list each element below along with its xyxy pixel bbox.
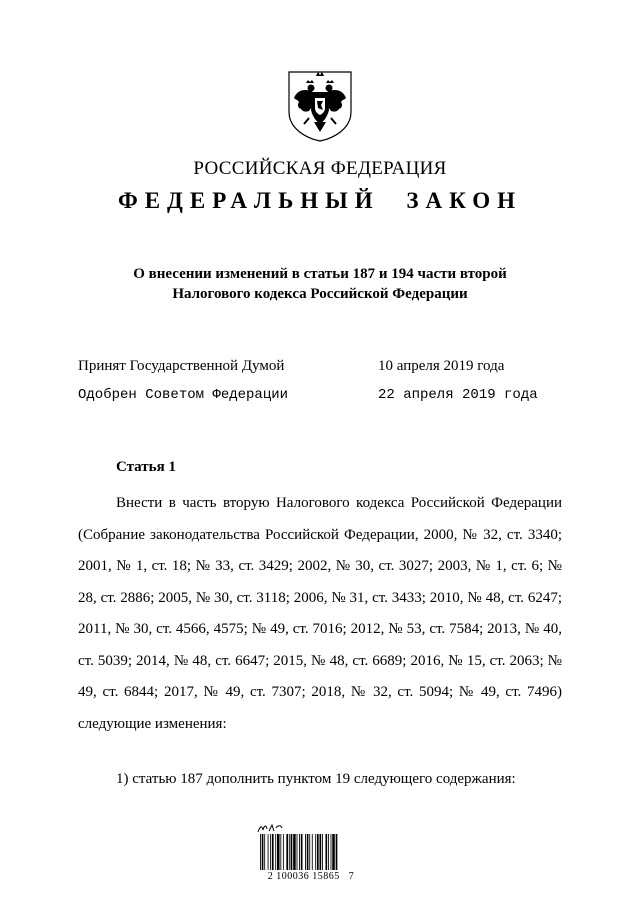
barcode-bar <box>307 834 309 870</box>
barcode-bar <box>328 834 329 870</box>
barcode-bar <box>325 834 327 870</box>
barcode-bar <box>332 834 335 870</box>
coat-of-arms-icon <box>287 70 353 142</box>
approved-date: 22 апреля 2019 года <box>378 387 538 403</box>
barcode-bar <box>270 834 271 870</box>
barcode-bar <box>262 834 264 870</box>
article-body <box>78 488 562 740</box>
article-paragraph: Внести в часть вторую Налогового кодекса Российской Федерации (Собрание законодательства Российской Федерации, 2000, № 32, ст. 3340; 2001, № 1, ст. 18; № 33, ст. 3429; 2002, № 30, ст. 3027; 2003, № 1, ст. 6; № 28, ст. 2886; 2005, № 30, ст. 3118; 2006, № 31, ст. 3433; 2010, № 48, ст. 6247; 2011, № 30, ст. 4566, 4575; № 49, ст. 7016; 2012, № 53, ст. 7584; 2013, № 40, ст. 5039; 2014, № 48, ст. 6647; 2015, № 48, ст. 6689; 2016, № 15, ст. 2063; № 49, ст. 6844; 2017, № 49, ст. 7307; 2018, № 32, ст. 5094; № 49, ст. 7496) следующие изменения: <box>78 495 562 732</box>
barcode-bar <box>289 834 290 870</box>
barcode-number: 2 100036 15865 7 <box>267 871 355 882</box>
barcode-bar <box>264 834 265 870</box>
barcode-bar <box>299 834 300 870</box>
barcode-bar <box>331 834 332 870</box>
barcode-bar <box>301 834 303 870</box>
barcode-bar <box>275 834 276 870</box>
document-type: ФЕДЕРАЛЬНЫЙ ЗАКОН <box>117 188 523 213</box>
barcode-bar <box>277 834 280 870</box>
barcode-bar <box>272 834 274 870</box>
barcode-bar <box>317 834 319 870</box>
barcode-bar <box>286 834 288 870</box>
barcode-bar <box>305 834 306 870</box>
barcode-bar <box>297 834 298 870</box>
barcode-bar <box>293 834 296 870</box>
barcode-bar <box>312 834 313 870</box>
adopted-date: 10 апреля 2019 года <box>378 358 505 374</box>
barcode-bar <box>268 834 269 870</box>
barcode <box>256 822 366 882</box>
amendment-item-1: 1) статью 187 дополнить пунктом 19 следующего содержания: <box>116 771 516 787</box>
barcode-bar <box>291 834 293 870</box>
barcode-bar <box>280 834 281 870</box>
handwritten-mark-icon <box>256 822 286 834</box>
law-title <box>90 264 550 304</box>
article-heading: Статья 1 <box>116 459 176 475</box>
barcode-bar <box>283 834 284 870</box>
barcode-bar <box>320 834 322 870</box>
approved-label: Одобрен Советом Федерации <box>78 387 289 403</box>
country-name: РОССИЙСКАЯ ФЕДЕРАЦИЯ <box>193 158 447 179</box>
barcode-bar <box>322 834 323 870</box>
law-title-line-2: Налогового кодекса Российской Федерации <box>172 286 468 302</box>
barcode-bars <box>256 834 366 870</box>
barcode-bar <box>315 834 316 870</box>
adopted-label: Принят Государственной Думой <box>78 358 285 374</box>
barcode-bar <box>260 834 261 870</box>
barcode-bar <box>336 834 338 870</box>
law-title-line-1: О внесении изменений в статьи 187 и 194 части второй <box>133 266 507 282</box>
barcode-bar <box>309 834 310 870</box>
